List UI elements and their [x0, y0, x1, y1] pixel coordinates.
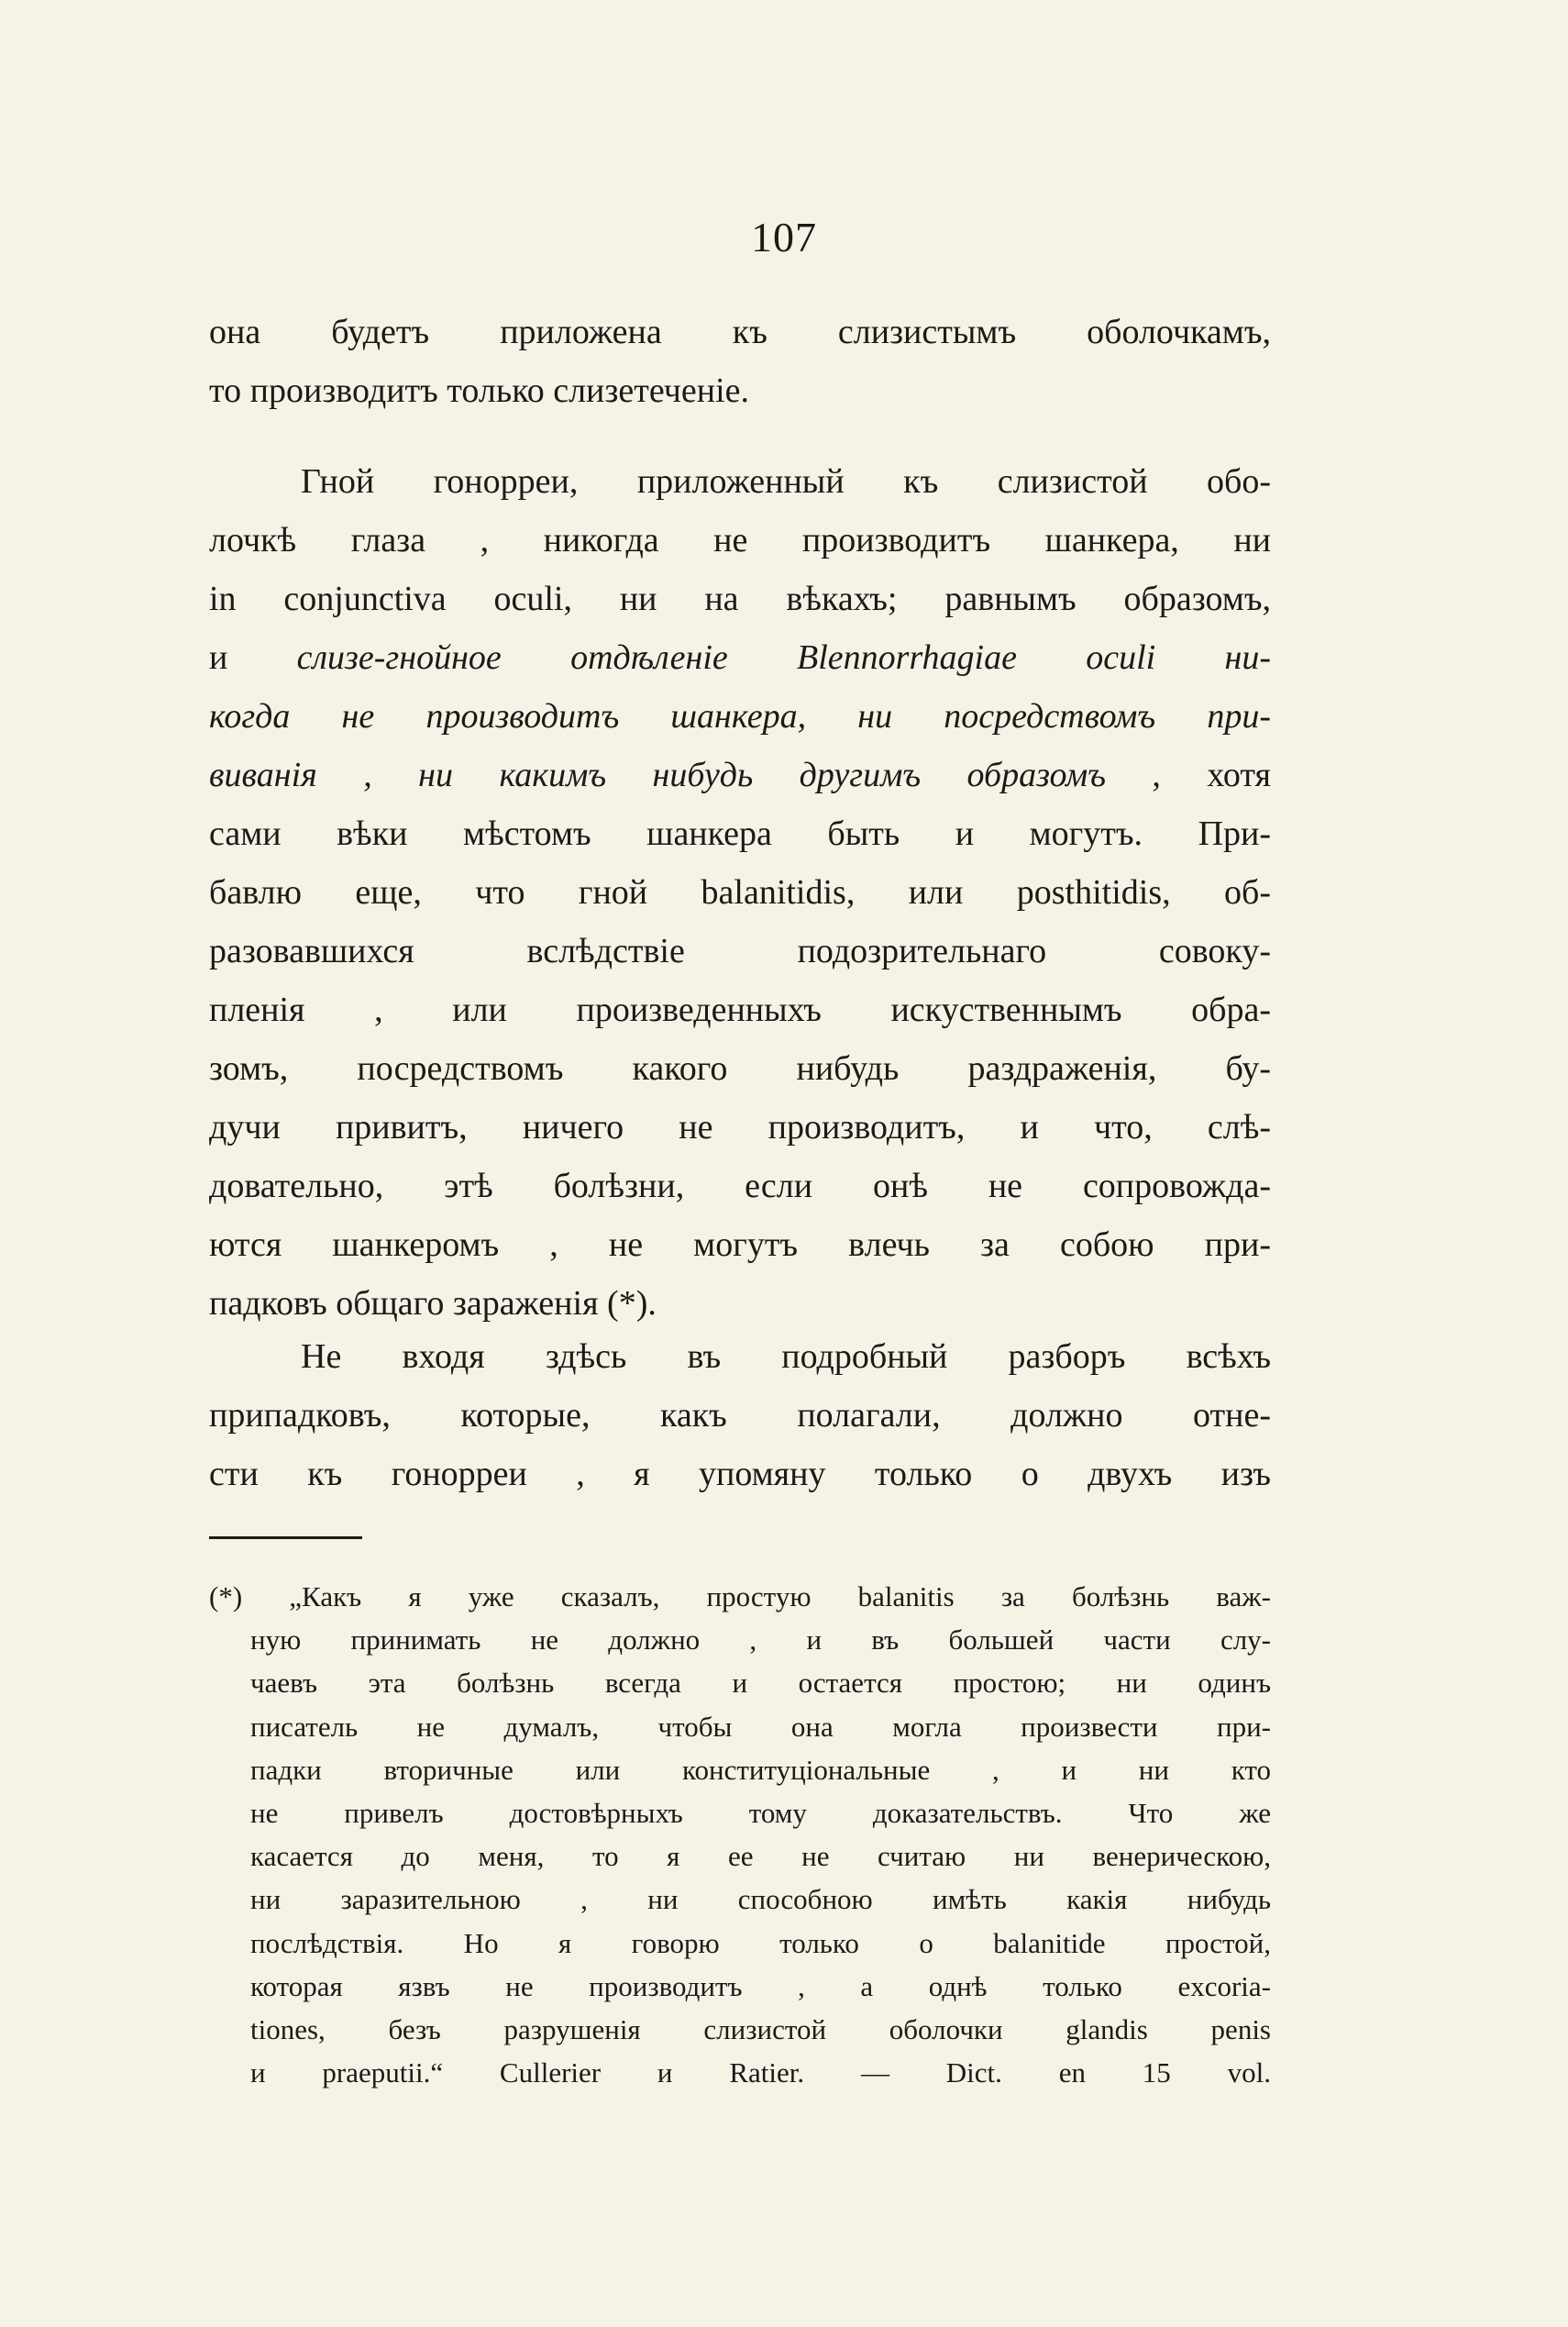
footnote-line: послѣдствія. Но я говорю только о balanitide простой, [250, 1926, 1271, 1959]
text-line: ются шанкеромъ , не могутъ влечь за собою при- [209, 1225, 1271, 1264]
footnote-line: ни заразительною , ни способною имѣть какія нибудь [250, 1883, 1271, 1916]
footnote-line: касается до меня, то я ее не считаю ни венерическою, [250, 1840, 1271, 1873]
text-line: лочкѣ глаза , никогда не производитъ шанкера, ни [209, 521, 1271, 560]
italic-text: виванія , ни какимъ нибудь другимъ образомъ [209, 756, 1106, 794]
text-line: то производитъ только слизетеченіе. [209, 371, 750, 410]
footnote [209, 1575, 1271, 2094]
text-fragment: и [209, 638, 297, 677]
text-line: in conjunctiva oculi, ни на вѣкахъ; равнымъ образомъ, [209, 580, 1271, 618]
text-line-mixed [209, 746, 1271, 804]
footnote-line: которая язвъ не производитъ , а однѣ только excoria- [250, 1969, 1271, 2002]
text-line: Не входя здѣсь въ подробный разборъ всѣхъ [301, 1337, 1271, 1376]
footnote-divider [209, 1536, 362, 1539]
paragraph-3 [209, 1327, 1271, 1503]
footnote-line: падки вторичные или конституціональные , и ни кто [250, 1753, 1271, 1786]
text-line: сами вѣки мѣстомъ шанкера быть и могутъ. При- [209, 814, 1271, 853]
footnote-line: и praeputii.“ Cullerier и Ratier. — Dict. en 15 vol. [250, 2056, 1271, 2089]
text-line: пленія , или произведенныхъ искуственнымъ обра- [209, 991, 1271, 1029]
text-line: довательно, этѣ болѣзни, если онѣ не сопровожда- [209, 1167, 1271, 1205]
footnote-line: не привелъ достовѣрныхъ тому доказательствъ. Что же [250, 1796, 1271, 1829]
text-line: зомъ, посредствомъ какого нибудь раздраженія, бу- [209, 1049, 1271, 1088]
footnote-line: (*) „Какъ я уже сказалъ, простую balanitis за болѣзнь важ- [209, 1580, 1271, 1612]
paragraph-1 [209, 303, 1271, 420]
paragraph-2 [209, 452, 1271, 1333]
footnote-line: чаевъ эта болѣзнь всегда и остается простою; ни одинъ [250, 1667, 1271, 1700]
text-line: припадковъ, которые, какъ полагали, должно отне- [209, 1396, 1271, 1435]
text-line: сти къ гонорреи , я упомяну только о двухъ изъ [209, 1455, 1271, 1493]
text-line: она будетъ приложена къ слизистымъ оболочкамъ, [209, 313, 1271, 351]
footnote-line: tiones, безъ разрушенія слизистой оболочки glandis penis [250, 2012, 1271, 2045]
footnote-line: писатель не думалъ, чтобы она могла произвести при- [250, 1710, 1271, 1743]
italic-text-line: когда не производитъ шанкера, ни посредствомъ при- [209, 697, 1271, 736]
text-line: дучи привитъ, ничего не производитъ, и что, слѣ- [209, 1108, 1271, 1147]
text-line-mixed [209, 628, 1271, 687]
text-fragment: , хотя [1152, 756, 1271, 794]
italic-text: слизе-гнойное отдѣленіе Blennorrhagiae oculi ни- [296, 638, 1272, 677]
text-line: бавлю еще, что гной balanitidis, или posthitidis, об- [209, 873, 1271, 912]
text-line: Гной гонорреи, приложенный къ слизистой обо- [301, 462, 1271, 501]
footnote-line: ную принимать не должно , и въ большей части слу- [250, 1623, 1271, 1657]
text-line: падковъ общаго зараженія (*). [209, 1284, 657, 1323]
page-number: 107 [751, 214, 817, 260]
text-line: разовавшихся вслѣдствіе подозрительнаго совоку- [209, 932, 1271, 970]
